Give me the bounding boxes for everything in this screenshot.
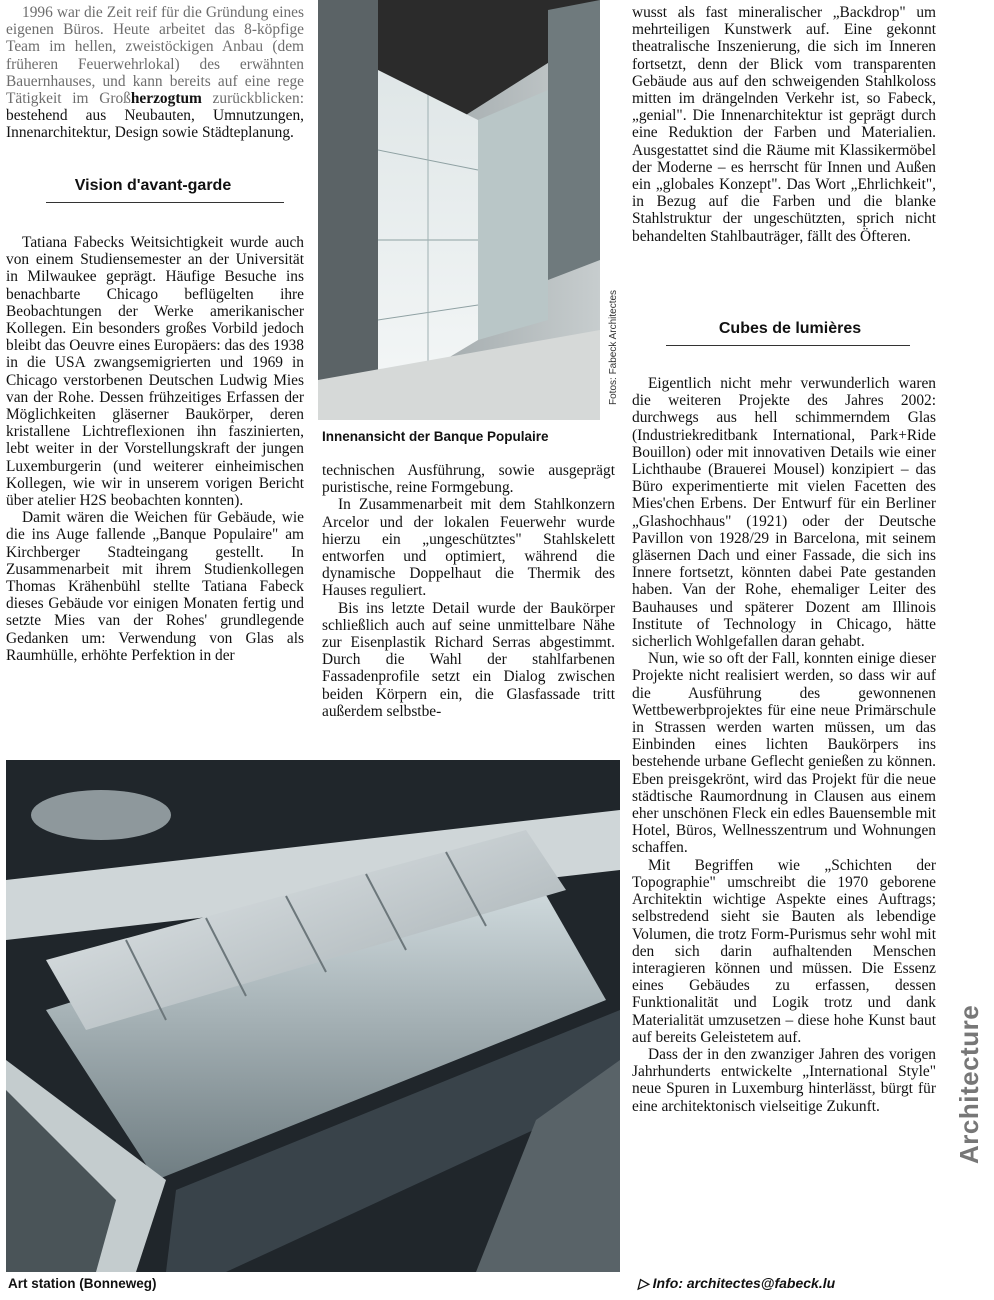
heading-cubes-rule [666,345,910,346]
heading-cubes: Cubes de lumières [718,320,862,337]
info-line [638,1275,835,1292]
banque-populaire-interior-photo [318,0,600,420]
heading-vision-rule [46,202,284,203]
column-2-body [322,462,615,720]
column-1-paragraph: Tatiana Fabecks Weitsichtigkeit wurde auch von einem Studiensemester an der Universität in Milwaukee geprägt. Häufige Besuche ins benachbarte Chicago beflügelten ihre Beobachtungen der Werke amerikanischer Kollegen. Ein besonders großes Vorbild jedoch bleibt das Oeuvre eines Europäers: das des 1938 in die USA zwangsemigrierten und 1969 in Chicago verstorbenen Deutschen Ludwig Mies van der Rohe. Dessen frühzeitiges Erfassen der Möglichkeiten gläserner Baukörper, deren kristallene Lichtreflexionen ihn faszinierten, lebt weiter in der Vorstellungskraft der jungen Luxemburgerin (und weiterer einheimischen Kollegen, wie wir in unserem vorigen Bericht über atelier H2S beobachten konnten). [6,234,304,510]
interior-photo-caption: Innenansicht der Banque Populaire [322,429,549,444]
photo-credit: Fotos: Fabeck Architectes [608,289,619,405]
intro-faint-text-2: zurückblicken: [201,90,304,108]
column-3-top [632,4,936,245]
column-1-intro [6,4,304,142]
arrow-icon: ▷ [638,1275,649,1291]
section-label-vertical: Architecture [954,1004,984,1164]
column-3-paragraph: Eigentlich nicht mehr verwunderlich waren die weiteren Projekte des Jahres 2002: durchwegs aus hell schimmerndem Glas (Industriekreditbank International, Park+Ride Bouillon) oder mit innovativen Details wie einer Lichthaube (Brauerei Mousel) konzipiert – das Büro experimentierte mit vielen Facetten des Mies'chen Erbens. Der Entwurf für ein Berliner „Glashochhaus" (1921) oder der Deutsche Pavillon von 1928/29 in Barcelona, mit seinem gläsernen Dach und einer Fassade, die sich ins Innere fortsetzt, könnten dabei Pate gestanden haben. Van der Rohe, ehemaliger Leiter des Bauhauses und späterer Dozent am Illinois Institute of Technology in Chicago, hätte sicherlich Wohlgefallen daran gehabt. [632,375,936,651]
interior-photo-drawing [318,0,600,420]
column-3-paragraph: wusst als fast mineralischer „Backdrop" um mehrteiligen Kunstwerk auf. Eine gekonnt theatralische Inszenierung, die sich im Inneren fortsetzt, denn der Blick vom transparenten Gebäude aus auf den schweigenden Stahlkoloss mitten im drängelnden Verkehr ist, so Fabeck, „genial". Die Innenarchitektur ist geprägt durch eine Reduktion der Farben und Materialien. Ausgestattet sind die Räume mit Klassikermöbel der Moderne – es herrscht für Innen und Außen ein „globales Konzept". Das Wort „Ehrlichkeit", in Bezug auf die Farben und die blanke Stahlstruktur der ungeschützten, sprich nicht behandelten Stahlbauträger, fällt des Öfteren. [632,4,936,245]
intro-dark-word: herzogtum [130,90,202,108]
intro-dark-text: bestehend aus Neubauten, Umnutzungen, Innenarchitektur, Design sowie Städteplanung. [6,107,304,142]
info-email-link[interactable]: Info: architectes@fabeck.lu [652,1275,836,1291]
column-2-paragraph: Bis ins letzte Detail wurde der Baukörper schließlich auch auf seine unmittelbare Nähe zur Eisenplastik Richard Serras abgestimmt. Durch die Wahl der stahlfarbenen Fassadenprofile setzt ein Dialog zwischen beiden Körpern ein, die Glasfassade tritt außerdem selbstbe- [322,599,615,720]
column-1-paragraph: Damit wären die Weichen für Gebäude, wie die ins Auge fallende „Banque Populaire" am Kirchberger Stadteingang gestellt. In Zusammenarbeit mit ihrem Studienkollegen Thomas Krähenbühl stellte Tatiana Fabeck dieses Gebäude vor einigen Monaten fertig und setzte Mies van der Rohes' grundlegende Gedanken um: Verwendung von Glas als Raumhülle, erhöhte Perfektion in der [6,509,304,664]
column-2-paragraph: technischen Ausführung, sowie ausgeprägt puristische, reine Formgebung. [322,462,615,497]
column-3-paragraph: Mit Begriffen wie „Schichten der Topographie" umschreibt die 1970 geborene Architektin wichtige Aspekte eines Auftrags; selbstredend sieht sie Bauten als lebendige Volumen, die trotz Form-Purismus sehr wohl mit den sich darin aufhaltenden Menschen interagieren können und müssen. Die Essenz eines Gebäudes zu erfassen, dessen Funktionalität und Logik trotz und dank Materialität umzusetzen – diese hohe Kunst baut auf bereits Geleistetem auf. [632,856,936,1046]
art-station-drawing [6,760,620,1272]
intro-faint-text: 1996 war die Zeit reif für die Gründung eines eigenen Büros. Heute arbeitet das 8-köpfige Team im hellen, zweistöckigen Anbau (dem früheren Feuerwehrlokal) des erwähnten Bauernhauses, und kann bereits auf eine rege Tätigkeit im Groß [6,4,304,108]
heading-vision: Vision d'avant-garde [74,177,232,194]
art-station-caption: Art station (Bonneweg) [8,1276,157,1291]
column-1-body [6,234,304,664]
column-3-paragraph: Nun, wie so oft der Fall, konnten einige dieser Projekte nicht realisiert werden, so dass wir auf die Ausführung des gewonnenen Wettbewerbprojektes für eine neue Primärschule in Strassen werden warten müssen, um das Einbinden eines lichten Baukörpers ins bestehende urbane Geflecht genießen zu können. Eben preisgekrönt, wird das Projekt für die neue städtische Raumordnung in Clausen aus einem eher unschönen Fleck ein edles Bauensemble mit Hotel, Büros, Wellnesszentrum und Wohnungen schaffen. [632,650,936,857]
column-2-paragraph: In Zusammenarbeit mit dem Stahlkonzern Arcelor und der lokalen Feuerwehr wurde hierzu ein „ungeschütztes" Stahlskelett entworfen und optimiert, während die dynamische Doppelhaut die Thermik des Hauses reguliert. [322,496,615,600]
column-3-paragraph: Dass der in den zwanziger Jahren des vorigen Jahrhunderts entwickelte „International Style" neue Spuren in Luxemburg hinterlässt, bürgt für eine architektonisch vielseitige Zukunft. [632,1045,936,1115]
art-station-photo [6,760,620,1272]
column-3-body [632,375,936,1115]
